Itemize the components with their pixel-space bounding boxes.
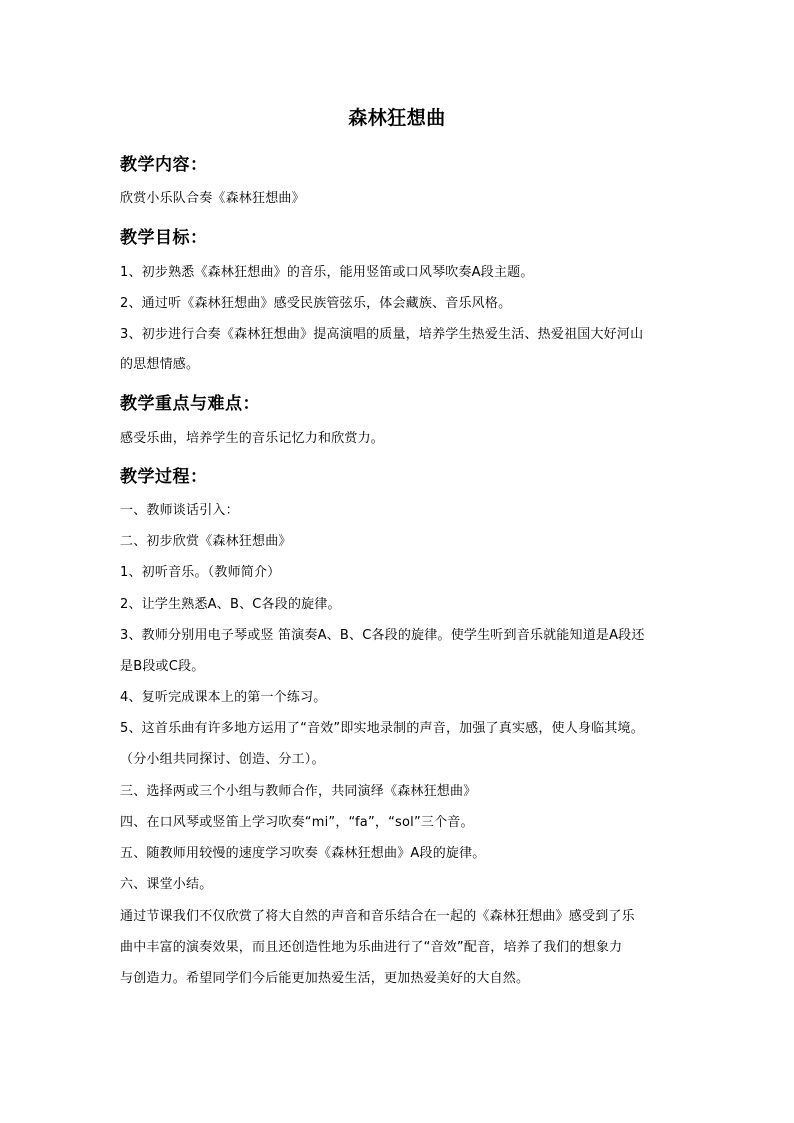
process-item: 1、初听音乐。（教师简介） <box>120 565 281 580</box>
goal-item: 2、通过听《森林狂想曲》感受民族管弦乐，体会藏族、音乐风格。 <box>120 296 512 311</box>
key-heading: 教学重点与难点： <box>120 394 260 414</box>
document-title: 森林狂想曲 <box>348 107 446 129</box>
goal-item-continued: 的思想情感。 <box>120 357 200 372</box>
summary-line: 曲中丰富的演奏效果，而且还创造性地为乐曲进行了“音效”配音，培养了我们的想象力 <box>120 940 623 955</box>
process-item: 一、教师谈话引入： <box>120 503 239 518</box>
goal-item: 3、初步进行合奏《森林狂想曲》提高演唱的质量，培养学生热爱生活、热爱祖国大好河山 <box>120 327 644 342</box>
process-item: 二、初步欣赏《森林狂想曲》 <box>120 534 292 549</box>
process-item: 四、在口风琴或竖笛上学习吹奏“mi”，“fa”，“sol”三个音。 <box>120 815 474 830</box>
content-heading: 教学内容： <box>120 155 208 175</box>
process-item: 2、让学生熟悉A、B、C各段的旋律。 <box>120 597 341 612</box>
key-text: 感受乐曲，培养学生的音乐记忆力和欣赏力。 <box>120 431 385 446</box>
process-item: 五、随教师用较慢的速度学习吹奏《森林狂想曲》A段的旋律。 <box>120 846 486 861</box>
process-item: 5、这首乐曲有许多地方运用了“音效”即实地录制的声音，加强了真实感，使人身临其境。 <box>120 721 644 736</box>
process-item: 4、复听完成课本上的第一个练习。 <box>120 690 327 705</box>
summary-line: 通过节课我们不仅欣赏了将大自然的声音和音乐结合在一起的《森林狂想曲》感受到了乐 <box>120 909 635 924</box>
process-item-continued: 是B段或C段。 <box>120 659 205 674</box>
process-item: 三、选择两或三个小组与教师合作，共同演绎《森林狂想曲》 <box>120 784 477 799</box>
process-item: 3、教师分别用电子琴或竖 笛演奏A、B、C各段的旋律。使学生听到音乐就能知道是A段还 <box>120 628 645 643</box>
content-text: 欣赏小乐队合奏《森林狂想曲》 <box>120 191 305 206</box>
goals-heading: 教学目标： <box>120 228 208 248</box>
goal-item: 1、初步熟悉《森林狂想曲》的音乐，能用竖笛或口风琴吹奏A段主题。 <box>120 265 534 280</box>
process-item: 六、课堂小结。 <box>120 877 213 892</box>
process-item-continued: （分小组共同探讨、创造、分工）。 <box>120 752 325 767</box>
process-heading: 教学过程： <box>120 467 208 487</box>
summary-line: 与创造力。希望同学们今后能更加热爱生活，更加热爱美好的大自然。 <box>120 971 530 986</box>
